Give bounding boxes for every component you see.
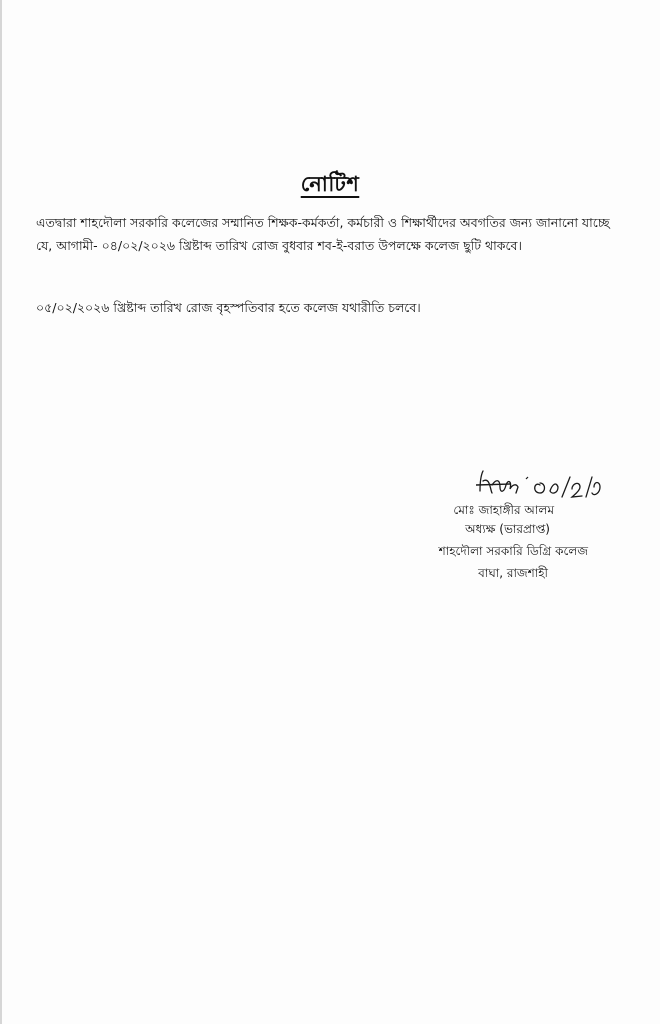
- notice-paragraph-1: এতদ্বারা শাহদৌলা সরকারি কলেজের সম্মানিত শিক্ষক-কর্মকর্তা, কর্মচারী ও শিক্ষার্থীদের অবগতির জন্য জানানো যাচ্ছে যে, আগামী- ০৪/০২/২০২৬ খ্রিষ্টাব্দ তারিখ রোজ বুধবার শব-ই-বরাত উপলক্ষে কলেজ ছুটি থাকবে।: [36, 215, 610, 253]
- scan-edge: [0, 0, 2, 1024]
- signatory-institution: শাহদৌলা সরকারি ডিগ্রি কলেজ: [438, 544, 588, 558]
- signatory-address: বাঘা, রাজশাহী: [478, 566, 548, 580]
- notice-title: নোটিশ: [300, 172, 360, 196]
- signatory-designation: অধ্যক্ষ (ভারপ্রাপ্ত): [465, 522, 550, 536]
- signatory-name: মোঃ জাহাঙ্গীর আলম: [453, 503, 554, 517]
- notice-paragraph-2: ০৫/০২/২০২৬ খ্রিষ্টাব্দ তারিখ রোজ বৃহস্পতিবার হতে কলেজ যথারীতি চলবে।: [36, 300, 421, 315]
- signature-block: [400, 463, 600, 593]
